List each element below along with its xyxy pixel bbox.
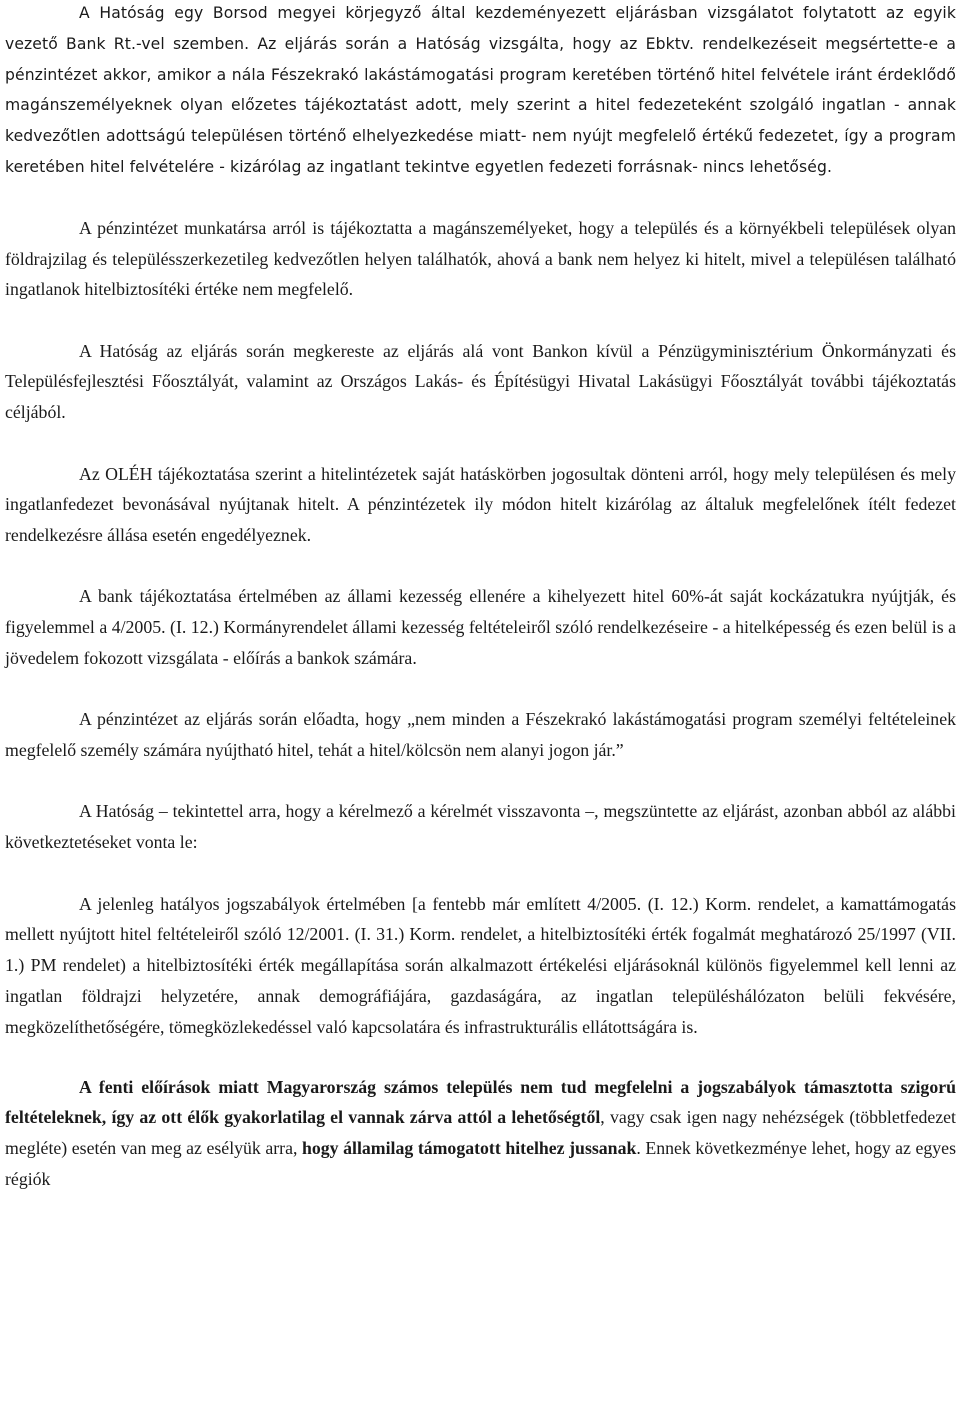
paragraph-7: A Hatóság – tekintettel arra, hogy a kérelmező a kérelmét visszavonta –, megszüntette az eljárást, azonban abból az alábbi következtetéseket vonta le: bbox=[5, 801, 956, 853]
paragraph-3: A Hatóság az eljárás során megkereste az eljárás alá vont Bankon kívül a Pénzügyminisztérium Önkormányzati és Településfejlesztési Főosztályát, valamint az Országos Lakás- és Építésügyi Hivatal Lakásügyi Főosztályát további tájékoztatás céljából. bbox=[5, 340, 956, 423]
paragraph-5: A bank tájékoztatása értelmében az állami kezesség ellenére a kihelyezett hitel 60%-át saját kockázatukra nyújtják, és figyelemmel a 4/2005. (I. 12.) Kormányrendelet állami kezesség feltételeiről szóló rendelkezéseire - a hitelképesség és ezen belül is a jövedelem fokozott vizsgálata - előírás a bankok számára. bbox=[5, 586, 956, 669]
text-2: . Ennek következménye lehet, hogy az egyes régiók bbox=[5, 1138, 956, 1189]
bold-text-2: hogy államilag támogatott hitelhez jussanak bbox=[302, 1138, 637, 1159]
paragraph-6: A pénzintézet az eljárás során előadta, hogy „nem minden a Fészekrakó lakástámogatási program személyi feltételeinek megfelelő személy számára nyújtható hitel, tehát a hitel/kölcsön nem alanyi jogon jár.” bbox=[5, 709, 956, 761]
paragraph-4: Az OLÉH tájékoztatása szerint a hitelintézetek saját hatáskörben jogosultak dönteni arról, hogy mely településen és mely ingatlanfedezet bevonásával nyújtanak hitelt. A pénzintézetek ily módon hitelt kizárólag az általuk megfelelőnek ítélt fedezet rendelkezésre állása esetén engedélyeznek. bbox=[5, 463, 956, 546]
paragraph-2: A pénzintézet munkatársa arról is tájékoztatta a magánszemélyeket, hogy a település és a környékbeli települések olyan földrajzilag és településszerkezetileg kedvezőtlen helyen találhatók, ahová a bank nem helyez ki hitelt, mivel a településen található ingatlanok hitelbiztosítéki értéke nem megfelelő. bbox=[5, 217, 956, 300]
paragraph-8: A jelenleg hatályos jogszabályok értelmében [a fentebb már említett 4/2005. (I. 12.) Korm. rendelet, a kamattámogatás mellett nyújtott hitel feltételeiről szóló 12/2001. (I. 31.) Korm. rendelet, a hitelbiztosítéki érték fogalmát meghatározó 25/1997 (VII. 1.) PM rendelet) a hitelbiztosítéki érték megállapítása során alkalmazott értékelési eljárásoknál különös figyelemmel kell lenni az ingatlan földrajzi helyzetére, annak demográfiájára, gazdaságára, az ingatlan településhálózaton belüli fekvésére, megközelíthetőségére, tömegközlekedéssel való kapcsolatára és infrastrukturális ellátottságára is. bbox=[5, 893, 956, 1037]
paragraph-1: A Hatóság egy Borsod megyei körjegyző által kezdeményezett eljárásban vizsgálatot folytatott az egyik vezető Bank Rt.-vel szemben. Az eljárás során a Hatóság vizsgálta, hogy az Ebktv. rendelkezéseit megsértette-e a pénzintézet akkor, amikor a nála Fészekrakó lakástámogatási program keretében történő hitel felvétele iránt érdeklődő magánszemélyeknek olyan előzetes tájékoztatást adott, mely szerint a hitel fedezeteként szolgáló ingatlan - annak kedvezőtlen adottságú településen történő elhelyezkedése miatt- nem nyújt megfelelő értékű fedezetet, így a program keretében hitel felvételére - kizárólag az ingatlant tekintve egyetlen fedezeti forrásnak- nincs lehetőség. bbox=[5, 4, 956, 176]
bold-text-1: A fenti előírások miatt Magyarország számos település nem tud megfelelni a jogszabályok támasztotta szigorú feltételeknek, így az ott élők gyakorlatilag el vannak zárva attól a lehetőségtől bbox=[5, 1076, 956, 1128]
paragraph-9 bbox=[5, 1072, 956, 1195]
text-1: , vagy csak igen nagy nehézségek (többletfedezet megléte) esetén van meg az esélyük arra, bbox=[5, 1107, 956, 1159]
document-page bbox=[5, 0, 956, 1195]
